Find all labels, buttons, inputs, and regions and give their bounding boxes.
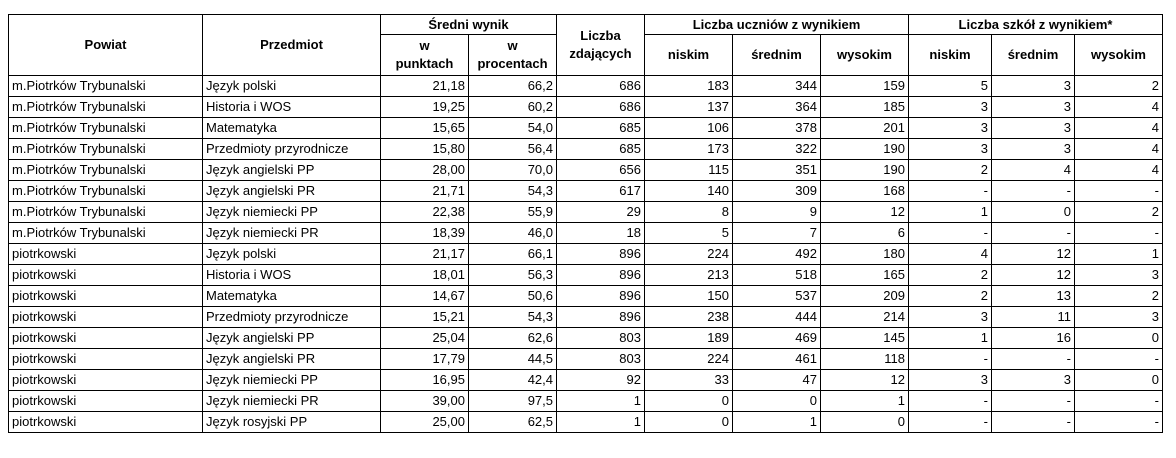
header-w-procentach-line1: w: [507, 38, 518, 53]
cell-uczniowie-niskim: 189: [645, 328, 733, 349]
table-row: [9, 97, 1163, 118]
table-row: [9, 391, 1163, 412]
header-powiat: Powiat: [9, 15, 203, 76]
cell-uczniowie-wysokim: 209: [821, 286, 909, 307]
cell-liczba-zdajacych: 896: [557, 265, 645, 286]
cell-uczniowie-srednim: 1: [733, 412, 821, 433]
cell-w-procentach: 66,2: [469, 76, 557, 97]
cell-w-punktach: 28,00: [381, 160, 469, 181]
cell-przedmiot: Przedmioty przyrodnicze: [203, 307, 381, 328]
header-liczba-uczniow: Liczba uczniów z wynikiem: [645, 15, 909, 35]
cell-uczniowie-wysokim: 190: [821, 139, 909, 160]
cell-szkoly-wysokim: 4: [1075, 118, 1163, 139]
cell-uczniowie-srednim: 0: [733, 391, 821, 412]
cell-szkoly-srednim: 3: [992, 97, 1075, 118]
cell-w-procentach: 54,3: [469, 307, 557, 328]
header-w-punktach-line2: punktach: [395, 56, 454, 71]
cell-uczniowie-srednim: 364: [733, 97, 821, 118]
cell-uczniowie-niskim: 173: [645, 139, 733, 160]
cell-uczniowie-srednim: 461: [733, 349, 821, 370]
cell-szkoly-wysokim: -: [1075, 412, 1163, 433]
cell-liczba-zdajacych: 1: [557, 412, 645, 433]
cell-szkoly-wysokim: 4: [1075, 160, 1163, 181]
table-row: [9, 265, 1163, 286]
cell-w-punktach: 19,25: [381, 97, 469, 118]
cell-powiat: m.Piotrków Trybunalski: [9, 118, 203, 139]
results-table: [8, 14, 1163, 433]
cell-szkoly-wysokim: 2: [1075, 202, 1163, 223]
cell-szkoly-srednim: 3: [992, 76, 1075, 97]
cell-liczba-zdajacych: 686: [557, 76, 645, 97]
results-table-container: [8, 14, 1163, 433]
header-szkoly-srednim: średnim: [992, 35, 1075, 76]
cell-uczniowie-wysokim: 145: [821, 328, 909, 349]
cell-w-procentach: 60,2: [469, 97, 557, 118]
cell-szkoly-niskim: -: [909, 223, 992, 244]
cell-przedmiot: Język angielski PP: [203, 328, 381, 349]
cell-uczniowie-niskim: 224: [645, 349, 733, 370]
cell-liczba-zdajacych: 896: [557, 244, 645, 265]
cell-uczniowie-srednim: 518: [733, 265, 821, 286]
cell-szkoly-niskim: 2: [909, 265, 992, 286]
cell-liczba-zdajacych: 92: [557, 370, 645, 391]
cell-w-procentach: 54,3: [469, 181, 557, 202]
cell-przedmiot: Język rosyjski PP: [203, 412, 381, 433]
cell-uczniowie-wysokim: 190: [821, 160, 909, 181]
cell-powiat: piotrkowski: [9, 391, 203, 412]
cell-uczniowie-srednim: 47: [733, 370, 821, 391]
cell-uczniowie-niskim: 8: [645, 202, 733, 223]
table-row: [9, 139, 1163, 160]
cell-przedmiot: Przedmioty przyrodnicze: [203, 139, 381, 160]
table-row: [9, 286, 1163, 307]
cell-w-procentach: 97,5: [469, 391, 557, 412]
cell-powiat: piotrkowski: [9, 244, 203, 265]
cell-przedmiot: Matematyka: [203, 118, 381, 139]
cell-uczniowie-srednim: 537: [733, 286, 821, 307]
cell-przedmiot: Język niemiecki PP: [203, 202, 381, 223]
cell-uczniowie-wysokim: 180: [821, 244, 909, 265]
cell-uczniowie-niskim: 140: [645, 181, 733, 202]
cell-w-punktach: 16,95: [381, 370, 469, 391]
cell-uczniowie-srednim: 309: [733, 181, 821, 202]
header-liczba-zdajacych: [557, 15, 645, 76]
cell-powiat: m.Piotrków Trybunalski: [9, 223, 203, 244]
cell-w-procentach: 62,6: [469, 328, 557, 349]
table-row: [9, 412, 1163, 433]
cell-w-punktach: 15,21: [381, 307, 469, 328]
cell-uczniowie-wysokim: 0: [821, 412, 909, 433]
table-row: [9, 349, 1163, 370]
cell-przedmiot: Matematyka: [203, 286, 381, 307]
cell-przedmiot: Historia i WOS: [203, 265, 381, 286]
cell-w-punktach: 21,17: [381, 244, 469, 265]
cell-uczniowie-wysokim: 168: [821, 181, 909, 202]
header-uczniowie-wysokim: wysokim: [821, 35, 909, 76]
cell-szkoly-niskim: 3: [909, 97, 992, 118]
cell-szkoly-wysokim: 0: [1075, 370, 1163, 391]
cell-szkoly-niskim: -: [909, 412, 992, 433]
table-row: [9, 76, 1163, 97]
cell-szkoly-niskim: 3: [909, 307, 992, 328]
cell-w-procentach: 62,5: [469, 412, 557, 433]
table-body: [9, 76, 1163, 433]
cell-uczniowie-srednim: 378: [733, 118, 821, 139]
cell-w-procentach: 55,9: [469, 202, 557, 223]
cell-szkoly-niskim: -: [909, 391, 992, 412]
cell-przedmiot: Język angielski PR: [203, 349, 381, 370]
cell-uczniowie-srednim: 7: [733, 223, 821, 244]
cell-uczniowie-wysokim: 159: [821, 76, 909, 97]
cell-przedmiot: Język niemiecki PP: [203, 370, 381, 391]
header-w-punktach: [381, 35, 469, 76]
table-row: [9, 181, 1163, 202]
cell-uczniowie-srednim: 444: [733, 307, 821, 328]
cell-szkoly-niskim: 1: [909, 202, 992, 223]
cell-uczniowie-wysokim: 118: [821, 349, 909, 370]
cell-w-punktach: 18,01: [381, 265, 469, 286]
cell-szkoly-wysokim: -: [1075, 181, 1163, 202]
cell-uczniowie-niskim: 0: [645, 391, 733, 412]
cell-powiat: piotrkowski: [9, 349, 203, 370]
cell-w-punktach: 39,00: [381, 391, 469, 412]
cell-w-procentach: 56,4: [469, 139, 557, 160]
cell-szkoly-niskim: -: [909, 181, 992, 202]
cell-w-procentach: 50,6: [469, 286, 557, 307]
cell-powiat: piotrkowski: [9, 370, 203, 391]
cell-w-punktach: 15,65: [381, 118, 469, 139]
cell-powiat: piotrkowski: [9, 265, 203, 286]
cell-uczniowie-wysokim: 1: [821, 391, 909, 412]
cell-powiat: m.Piotrków Trybunalski: [9, 139, 203, 160]
header-w-punktach-line1: w: [419, 38, 430, 53]
cell-szkoly-niskim: 3: [909, 139, 992, 160]
cell-szkoly-niskim: 3: [909, 118, 992, 139]
cell-szkoly-wysokim: 4: [1075, 139, 1163, 160]
cell-szkoly-srednim: -: [992, 412, 1075, 433]
cell-w-punktach: 15,80: [381, 139, 469, 160]
cell-w-punktach: 18,39: [381, 223, 469, 244]
cell-uczniowie-wysokim: 214: [821, 307, 909, 328]
cell-uczniowie-niskim: 150: [645, 286, 733, 307]
cell-szkoly-srednim: 4: [992, 160, 1075, 181]
header-uczniowie-niskim: niskim: [645, 35, 733, 76]
cell-w-punktach: 22,38: [381, 202, 469, 223]
table-row: [9, 307, 1163, 328]
cell-uczniowie-niskim: 0: [645, 412, 733, 433]
cell-szkoly-niskim: 2: [909, 160, 992, 181]
cell-szkoly-niskim: 1: [909, 328, 992, 349]
cell-liczba-zdajacych: 896: [557, 286, 645, 307]
cell-szkoly-wysokim: 2: [1075, 286, 1163, 307]
cell-powiat: piotrkowski: [9, 307, 203, 328]
cell-uczniowie-niskim: 5: [645, 223, 733, 244]
cell-szkoly-wysokim: -: [1075, 223, 1163, 244]
table-row: [9, 244, 1163, 265]
cell-uczniowie-srednim: 9: [733, 202, 821, 223]
cell-w-procentach: 44,5: [469, 349, 557, 370]
cell-szkoly-niskim: 5: [909, 76, 992, 97]
cell-przedmiot: Historia i WOS: [203, 97, 381, 118]
cell-uczniowie-wysokim: 185: [821, 97, 909, 118]
cell-szkoly-wysokim: -: [1075, 391, 1163, 412]
cell-w-procentach: 42,4: [469, 370, 557, 391]
cell-w-punktach: 25,00: [381, 412, 469, 433]
cell-uczniowie-niskim: 213: [645, 265, 733, 286]
cell-powiat: m.Piotrków Trybunalski: [9, 97, 203, 118]
table-row: [9, 160, 1163, 181]
table-row: [9, 202, 1163, 223]
cell-powiat: m.Piotrków Trybunalski: [9, 160, 203, 181]
cell-uczniowie-niskim: 115: [645, 160, 733, 181]
cell-w-punktach: 25,04: [381, 328, 469, 349]
cell-liczba-zdajacych: 1: [557, 391, 645, 412]
cell-liczba-zdajacych: 617: [557, 181, 645, 202]
cell-liczba-zdajacych: 896: [557, 307, 645, 328]
cell-szkoly-wysokim: 0: [1075, 328, 1163, 349]
cell-powiat: piotrkowski: [9, 412, 203, 433]
cell-przedmiot: Język polski: [203, 244, 381, 265]
cell-uczniowie-srednim: 322: [733, 139, 821, 160]
cell-powiat: piotrkowski: [9, 328, 203, 349]
cell-szkoly-srednim: 0: [992, 202, 1075, 223]
table-row: [9, 118, 1163, 139]
cell-szkoly-srednim: 13: [992, 286, 1075, 307]
cell-w-procentach: 66,1: [469, 244, 557, 265]
cell-uczniowie-wysokim: 165: [821, 265, 909, 286]
cell-w-punktach: 14,67: [381, 286, 469, 307]
cell-szkoly-niskim: 2: [909, 286, 992, 307]
header-w-procentach-line2: procentach: [477, 56, 548, 71]
cell-szkoly-wysokim: 3: [1075, 265, 1163, 286]
cell-liczba-zdajacych: 686: [557, 97, 645, 118]
header-uczniowie-srednim: średnim: [733, 35, 821, 76]
cell-powiat: m.Piotrków Trybunalski: [9, 181, 203, 202]
cell-szkoly-srednim: 3: [992, 370, 1075, 391]
cell-uczniowie-niskim: 106: [645, 118, 733, 139]
cell-szkoly-srednim: 3: [992, 139, 1075, 160]
header-liczba-zdajacych-line1: Liczba: [580, 28, 621, 43]
header-liczba-zdajacych-line2: zdających: [569, 46, 632, 61]
cell-przedmiot: Język niemiecki PR: [203, 223, 381, 244]
cell-szkoly-niskim: 4: [909, 244, 992, 265]
cell-w-procentach: 54,0: [469, 118, 557, 139]
cell-liczba-zdajacych: 685: [557, 118, 645, 139]
cell-szkoly-srednim: 11: [992, 307, 1075, 328]
cell-przedmiot: Język angielski PP: [203, 160, 381, 181]
cell-liczba-zdajacych: 803: [557, 349, 645, 370]
table-row: [9, 328, 1163, 349]
cell-szkoly-srednim: 16: [992, 328, 1075, 349]
cell-przedmiot: Język niemiecki PR: [203, 391, 381, 412]
table-row: [9, 370, 1163, 391]
cell-uczniowie-niskim: 33: [645, 370, 733, 391]
cell-powiat: m.Piotrków Trybunalski: [9, 76, 203, 97]
cell-uczniowie-wysokim: 12: [821, 370, 909, 391]
cell-szkoly-wysokim: 3: [1075, 307, 1163, 328]
table-row: [9, 223, 1163, 244]
cell-powiat: m.Piotrków Trybunalski: [9, 202, 203, 223]
header-szkoly-wysokim: wysokim: [1075, 35, 1163, 76]
cell-przedmiot: Język polski: [203, 76, 381, 97]
cell-przedmiot: Język angielski PR: [203, 181, 381, 202]
cell-uczniowie-wysokim: 6: [821, 223, 909, 244]
header-sredni-wynik: Średni wynik: [381, 15, 557, 35]
header-przedmiot: Przedmiot: [203, 15, 381, 76]
cell-uczniowie-srednim: 351: [733, 160, 821, 181]
header-w-procentach: [469, 35, 557, 76]
cell-szkoly-niskim: -: [909, 349, 992, 370]
cell-w-punktach: 21,71: [381, 181, 469, 202]
cell-uczniowie-srednim: 344: [733, 76, 821, 97]
cell-powiat: piotrkowski: [9, 286, 203, 307]
cell-w-punktach: 17,79: [381, 349, 469, 370]
cell-szkoly-wysokim: -: [1075, 349, 1163, 370]
cell-uczniowie-niskim: 224: [645, 244, 733, 265]
cell-w-procentach: 70,0: [469, 160, 557, 181]
cell-szkoly-wysokim: 2: [1075, 76, 1163, 97]
cell-uczniowie-wysokim: 12: [821, 202, 909, 223]
cell-liczba-zdajacych: 685: [557, 139, 645, 160]
cell-liczba-zdajacych: 29: [557, 202, 645, 223]
cell-liczba-zdajacych: 18: [557, 223, 645, 244]
cell-uczniowie-srednim: 492: [733, 244, 821, 265]
cell-szkoly-srednim: -: [992, 349, 1075, 370]
cell-uczniowie-niskim: 183: [645, 76, 733, 97]
cell-szkoly-wysokim: 4: [1075, 97, 1163, 118]
header-szkoly-niskim: niskim: [909, 35, 992, 76]
cell-szkoly-srednim: 12: [992, 244, 1075, 265]
cell-w-punktach: 21,18: [381, 76, 469, 97]
cell-uczniowie-niskim: 137: [645, 97, 733, 118]
cell-liczba-zdajacych: 803: [557, 328, 645, 349]
cell-liczba-zdajacych: 656: [557, 160, 645, 181]
cell-w-procentach: 46,0: [469, 223, 557, 244]
cell-w-procentach: 56,3: [469, 265, 557, 286]
header-liczba-szkol: Liczba szkół z wynikiem*: [909, 15, 1163, 35]
cell-szkoly-srednim: 12: [992, 265, 1075, 286]
cell-szkoly-srednim: -: [992, 181, 1075, 202]
cell-szkoly-niskim: 3: [909, 370, 992, 391]
cell-uczniowie-srednim: 469: [733, 328, 821, 349]
cell-uczniowie-niskim: 238: [645, 307, 733, 328]
cell-szkoly-wysokim: 1: [1075, 244, 1163, 265]
cell-uczniowie-wysokim: 201: [821, 118, 909, 139]
cell-szkoly-srednim: 3: [992, 118, 1075, 139]
cell-szkoly-srednim: -: [992, 223, 1075, 244]
cell-szkoly-srednim: -: [992, 391, 1075, 412]
